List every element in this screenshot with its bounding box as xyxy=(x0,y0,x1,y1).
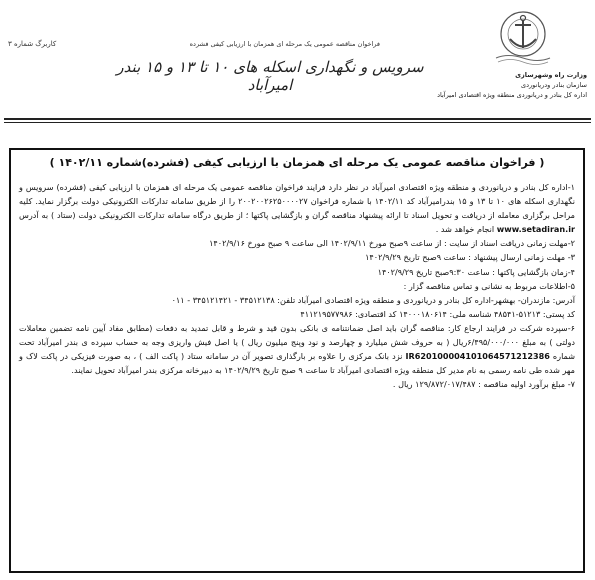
address-line: آدرس: مازندران- بهشهر-اداره کل بنادر و دریانوردی و منطقه ویژه اقتصادی امیرآباد تلفن: ۳۴۵۱۲۱۳۸ - ۳۴۵۱۲۱۴۲۱ - ۰۱۱ xyxy=(171,294,575,305)
header-divider-thin xyxy=(4,122,591,123)
org-line-ministry: وزارت راه وشهرسازی xyxy=(515,71,587,79)
project-title: سرویس و نگهداری اسکله های ۱۰ تا ۱۳ و ۱۵ بندر امیرآباد xyxy=(116,58,424,94)
iban-number: IR620100004101064571212386 xyxy=(405,351,550,362)
doc-caption: فراخوان مناقصه عمومی یک مرحله ای همزمان با ارزیابی کیفی فشرده xyxy=(189,40,380,48)
org-line-organization: سازمان بنادر ودریانوردی xyxy=(521,81,587,89)
notice-box xyxy=(9,148,585,573)
paragraph-7: ۷- مبلغ برآورد اولیه مناقصه : ۱۲۹/۸۷۲/۰۱۷/۴۸۷ ریال . xyxy=(392,379,575,390)
paragraph-1 xyxy=(19,180,575,236)
organization-block xyxy=(337,70,587,100)
paragraph-6 xyxy=(19,321,575,377)
paragraph-1-suffix: انجام خواهد شد . xyxy=(435,224,495,235)
org-line-department: اداره کل بنادر و دریانوردی منطقه ویژه اقتصادی امیرآباد xyxy=(437,91,587,99)
paragraph-2: ۲-مهلت زمانی دریافت اسناد از سایت : از ساعت ۹صبح مورخ ۱۴۰۲/۹/۱۱ الی ساعت ۹ صبح مورخ ۱۴۰۲/۹/۱۶ xyxy=(209,238,575,249)
paragraph-1-text: ۱-اداره کل بنادر و دریانوردی و منطقه ویژه اقتصادی امیرآباد در نظر دارد فرایند فراخوان مناقصه عمومی یک مرحله ای همزمان با ارزیابی کیفی (فشرده) سرویس و نگهداری اسکله های ۱۰ تا ۱۳ و ۱۵ بندرامیرآباد کد ۱۴۰۲/۱۱ با شماره فراخوان ۲۰۰۲۰۰۲۶۲۵۰۰۰۰۲۷ را از طریق سامانه تدارکات الکترونیکی دولت برگزار نماید. کلیه مراحل برگزاری معامله از دریافت و تحویل اسناد تا ارائه پیشنهاد مناقصه گران و بازگشایی پاکتها ؛ از طریق درگاه سامانه تدارکات الکترونیکی دولت (ستاد ) به آدرس xyxy=(19,182,575,221)
ports-organization-logo xyxy=(488,6,558,66)
notice-title: ( فراخوان مناقصه عمومی یک مرحله ای همزمان با ارزیابی کیفی (فشرده)شماره ۱۴۰۲/۱۱ ) xyxy=(49,156,545,169)
site-url-link[interactable]: www.setadiran.ir xyxy=(496,224,575,235)
paragraph-5: ۵-اطلاعات مربوط به نشانی و تماس مناقصه گزار : xyxy=(403,280,575,291)
paragraph-4: ۴-زمان بازگشایی پاکتها : ساعت ۹:۳۰صبح تاریخ ۱۴۰۲/۹/۲۹ xyxy=(377,266,575,277)
paragraph-6-text: ۶-سپرده شرکت در فرایند ارجاع کار: مناقصه گران باید اصل ضمانتنامه ی بانکی بدون قید و شرط و قابل تمدید به دفعات (مطابق مفاد آیین نامه تضمین معاملات دولتی ) به مبلغ ۶/۴۹۵/۰۰۰/۰۰۰ریال ( به حروف شش میلیارد و چهارصد و نود وپنج میلیون ریال ) یا اصل فیش واریزی وجه به حساب سپرده ی بندر امیرآباد تحت شماره xyxy=(19,322,575,362)
page-label: کاربرگ شماره ۳ xyxy=(8,40,57,48)
notice-body xyxy=(19,180,575,391)
header-divider xyxy=(4,118,591,120)
postal-code-line: کد پستی: ۵۱۲۱۳-۴۸۵۴۱ شناسه ملی: ۱۴۰۰۰۱۸۰۶۱۴ کد اقتصادی: ۴۱۱۲۱۹۵۷۷۹۸۶ xyxy=(300,308,575,319)
letterhead xyxy=(0,0,595,118)
paragraph-3: ۳- مهلت زمانی ارسال پیشنهاد : ساعت ۹صبح تاریخ ۱۴۰۲/۹/۲۹ xyxy=(365,252,575,263)
paragraph-6-suffix: نزد بانک مرکزی را علاوه بر بارگذاری تصویر آن در سامانه ستاد ( پاکت الف ) ، به صورت فیزیکی در پاکت لاک و مهر شده طی نامه رسمی به نام مدیر کل منطقه ویژه اقتصادی امیرآباد تا ساعت ۹ صبح تاریخ ۱۴۰۲/۹/۲۹ به دبیرخانه مرکزی بندر امیرآباد تحویل نمایند. xyxy=(19,351,575,376)
